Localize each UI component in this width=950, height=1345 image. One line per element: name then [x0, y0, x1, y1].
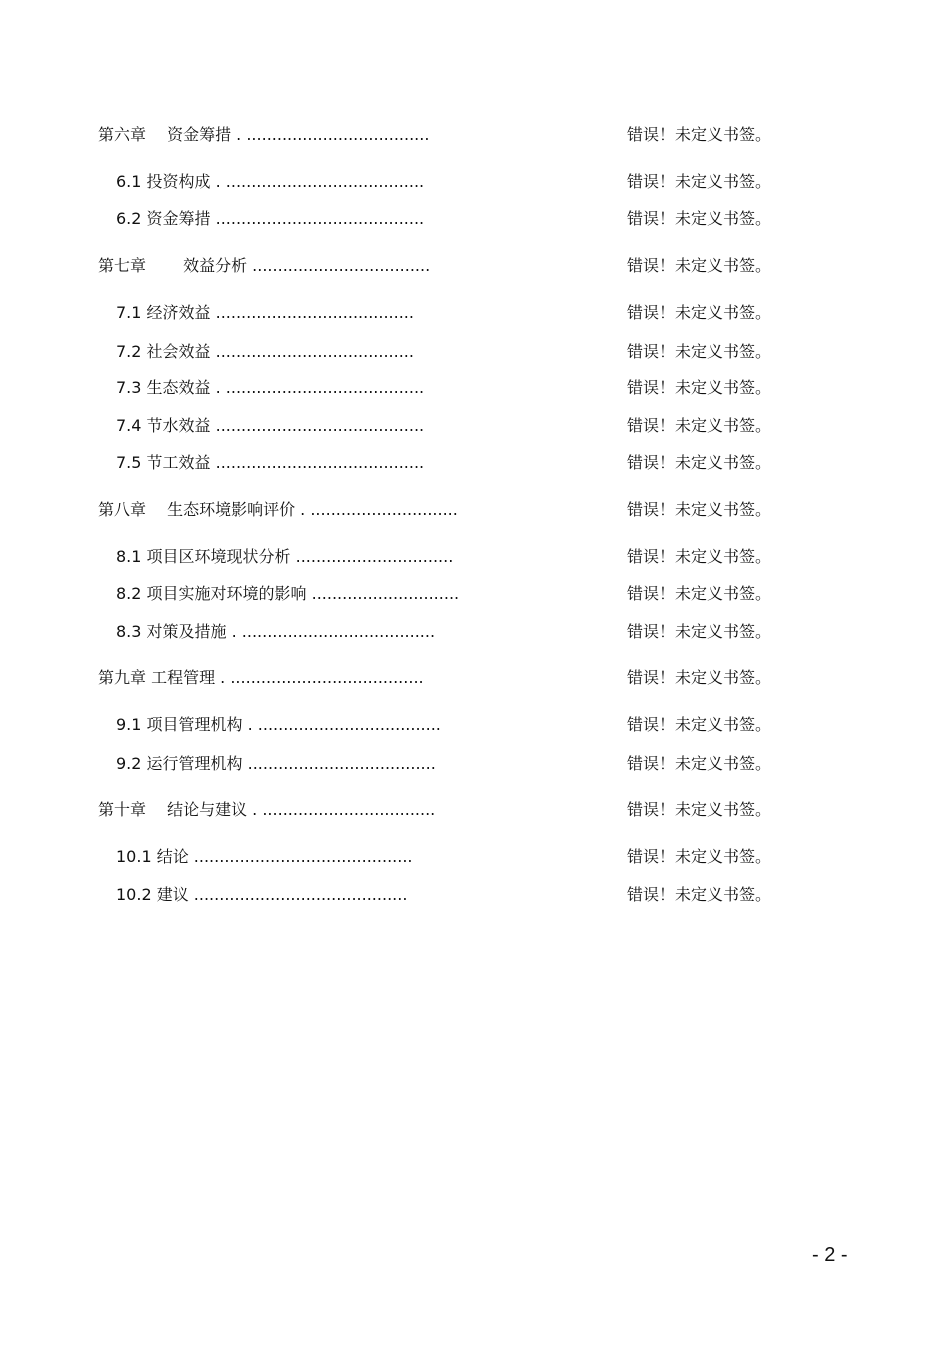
toc-entry-chapter-10[interactable] [0, 797, 950, 823]
toc-entry-label: 第八章 生态环境影响评价 . ............................. [98, 500, 458, 519]
toc-entry-7-2[interactable] [0, 339, 950, 365]
toc-entry-chapter-9[interactable] [0, 665, 950, 691]
toc-entry-page: 错误！未定义书签。 [627, 885, 772, 904]
toc-entry-page: 错误！未定义书签。 [627, 668, 772, 687]
toc-entry-page: 错误！未定义书签。 [627, 754, 772, 773]
toc-entry-label: 8.3 对策及措施 . ...................................... [116, 622, 436, 641]
toc-entry-label: 7.1 经济效益 ....................................... [116, 303, 414, 322]
toc-entry-page: 错误！未定义书签。 [627, 800, 772, 819]
toc-entry-page: 错误！未定义书签。 [627, 256, 772, 275]
toc-entry-label: 9.1 项目管理机构 . .................................... [116, 715, 441, 734]
toc-entry-label: 9.2 运行管理机构 ..................................... [116, 754, 436, 773]
toc-entry-10-1[interactable] [0, 844, 950, 870]
toc-entry-8-1[interactable] [0, 544, 950, 570]
toc-entry-label: 第七章 效益分析 ................................... [98, 256, 431, 275]
toc-entry-8-3[interactable] [0, 619, 950, 645]
toc-entry-page: 错误！未定义书签。 [627, 342, 772, 361]
toc-entry-8-2[interactable] [0, 581, 950, 607]
toc-entry-6-1[interactable] [0, 169, 950, 195]
toc-entry-7-3[interactable] [0, 375, 950, 401]
page-number: - 2 - [812, 1244, 848, 1266]
toc-entry-9-2[interactable] [0, 751, 950, 777]
toc-entry-6-2[interactable] [0, 206, 950, 232]
toc-entry-page: 错误！未定义书签。 [627, 125, 772, 144]
toc-entry-page: 错误！未定义书签。 [627, 715, 772, 734]
toc-entry-7-5[interactable] [0, 450, 950, 476]
toc-entry-page: 错误！未定义书签。 [627, 500, 772, 519]
toc-entry-label: 8.1 项目区环境现状分析 ............................... [116, 547, 454, 566]
toc-entry-label: 8.2 项目实施对环境的影响 ............................. [116, 584, 460, 603]
toc-entry-10-2[interactable] [0, 882, 950, 908]
toc-entry-chapter-7[interactable] [0, 253, 950, 279]
toc-entry-label: 7.5 节工效益 ......................................... [116, 453, 425, 472]
toc-entry-label: 7.2 社会效益 ....................................... [116, 342, 414, 361]
toc-entry-label: 10.2 建议 .......................................... [116, 885, 408, 904]
toc-entry-label: 7.4 节水效益 ......................................... [116, 416, 425, 435]
toc-entry-page: 错误！未定义书签。 [627, 172, 772, 191]
toc-entry-page: 错误！未定义书签。 [627, 209, 772, 228]
toc-entry-7-4[interactable] [0, 413, 950, 439]
toc-entry-label: 7.3 生态效益 . ....................................... [116, 378, 425, 397]
toc-entry-chapter-6[interactable] [0, 122, 950, 148]
toc-entry-page: 错误！未定义书签。 [627, 584, 772, 603]
toc-entry-page: 错误！未定义书签。 [627, 378, 772, 397]
toc-entry-page: 错误！未定义书签。 [627, 416, 772, 435]
toc-entry-label: 10.1 结论 ........................................... [116, 847, 413, 866]
toc-entry-9-1[interactable] [0, 712, 950, 738]
toc-entry-label: 第九章 工程管理 . ...................................... [98, 668, 424, 687]
toc-entry-label: 第十章 结论与建议 . .................................. [98, 800, 436, 819]
toc-entry-page: 错误！未定义书签。 [627, 547, 772, 566]
toc-entry-page: 错误！未定义书签。 [627, 847, 772, 866]
toc-entry-label: 6.2 资金筹措 ......................................... [116, 209, 425, 228]
toc-entry-label: 6.1 投资构成 . ....................................... [116, 172, 425, 191]
toc-entry-page: 错误！未定义书签。 [627, 622, 772, 641]
toc-entry-label: 第六章 资金筹措 . .................................... [98, 125, 430, 144]
toc-entry-7-1[interactable] [0, 300, 950, 326]
toc-entry-chapter-8[interactable] [0, 497, 950, 523]
toc-entry-page: 错误！未定义书签。 [627, 453, 772, 472]
toc-entry-page: 错误！未定义书签。 [627, 303, 772, 322]
